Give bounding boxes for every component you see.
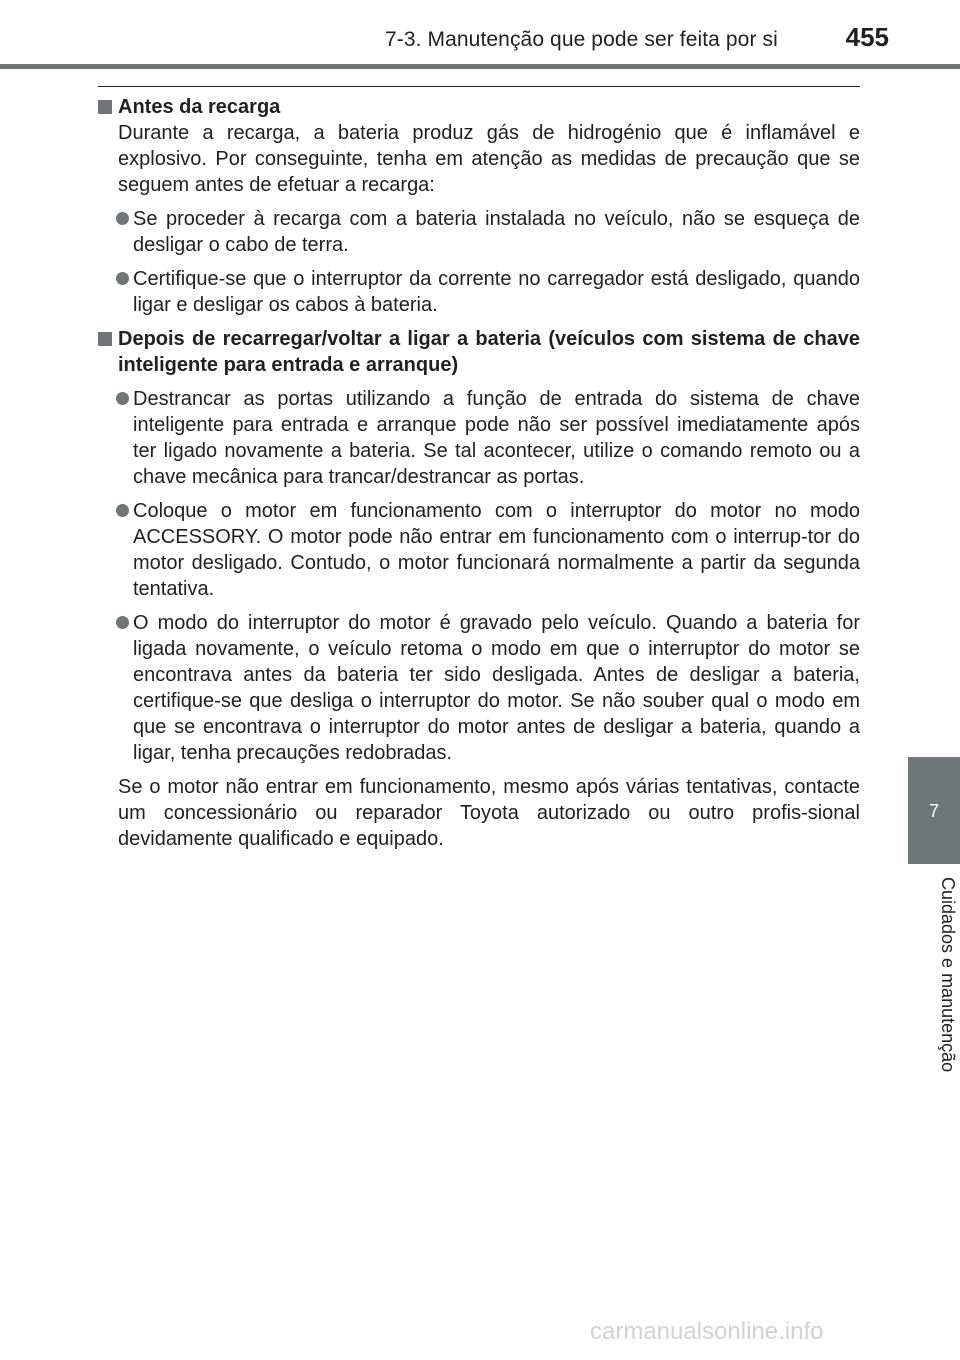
- list-item: [116, 610, 860, 766]
- section-title: 7-3. Manutenção que pode ser feita por si: [385, 28, 778, 51]
- section-outro: Se o motor não entrar em funcionamento, mesmo após várias tentativas, contacte um concessionário ou reparador Toyota autorizado ou outro profis-sional devidamente qualificado e equipado.: [118, 776, 860, 850]
- section-after-charging: [98, 326, 860, 852]
- chapter-number: 7: [928, 801, 939, 821]
- list-item: [116, 266, 860, 318]
- circle-bullet-icon: [116, 504, 129, 517]
- page-content: [98, 94, 860, 860]
- watermark: carmanualsonline.info: [590, 1318, 824, 1345]
- list-item-text: Se proceder à recarga com a bateria instalada no veículo, não se esqueça de desligar o cabo de terra.: [133, 208, 860, 256]
- section-heading: [98, 94, 860, 120]
- list-item-text: O modo do interruptor do motor é gravado pelo veículo. Quando a bateria for ligada novamente, o veículo retoma o modo em que o interruptor do motor se encontrava antes da bateria ter sido desligada. Antes de desligar a bateria, certifique-se que desliga o interruptor do motor. Se não souber qual o modo em que se encontrava o interruptor do motor antes de desligar a bateria, quando a ligar, tenha precauções redobradas.: [133, 612, 860, 764]
- list-item: [116, 386, 860, 490]
- chapter-label: Cuidados e manutenção: [938, 877, 958, 1073]
- circle-bullet-icon: [116, 272, 129, 285]
- page-number: 455: [845, 22, 889, 52]
- circle-bullet-icon: [116, 616, 129, 629]
- section-before-charging: [98, 94, 860, 318]
- list-item: [116, 498, 860, 602]
- square-bullet-icon: [98, 100, 112, 114]
- circle-bullet-icon: [116, 392, 129, 405]
- chapter-tab: [908, 757, 960, 864]
- list-item: [116, 206, 860, 258]
- list-item-text: Destrancar as portas utilizando a função de entrada do sistema de chave inteligente para entrada e arranque pode não ser possível imediatamente após ter ligado novamente a bateria. Se tal acontecer, utilize o comando remoto ou a chave mecânica para trancar/destrancar as portas.: [133, 388, 860, 488]
- list-item-text: Coloque o motor em funcionamento com o interruptor do motor no modo ACCESSORY. O motor pode não entrar em funcionamento com o interrup-tor do motor desligado. Contudo, o motor funcionará normalmente a partir da segunda tentativa.: [133, 500, 860, 600]
- list-item-text: Certifique-se que o interruptor da corrente no carregador está desligado, quando ligar e desligar os cabos à bateria.: [133, 268, 860, 316]
- section-intro: Durante a recarga, a bateria produz gás de hidrogénio que é inflamável e explosivo. Por conseguinte, tenha em atenção as medidas de precaução que se seguem antes de efetuar a recarga:: [118, 122, 860, 196]
- content-top-rule: [98, 86, 860, 87]
- circle-bullet-icon: [116, 212, 129, 225]
- header-rule: [0, 64, 960, 69]
- section-heading: [98, 326, 860, 378]
- section-heading-text: Antes da recarga: [118, 96, 281, 118]
- square-bullet-icon: [98, 332, 112, 346]
- section-heading-text: Depois de recarregar/voltar a ligar a bateria (veículos com sistema de chave inteligente para entrada e arranque): [118, 328, 860, 376]
